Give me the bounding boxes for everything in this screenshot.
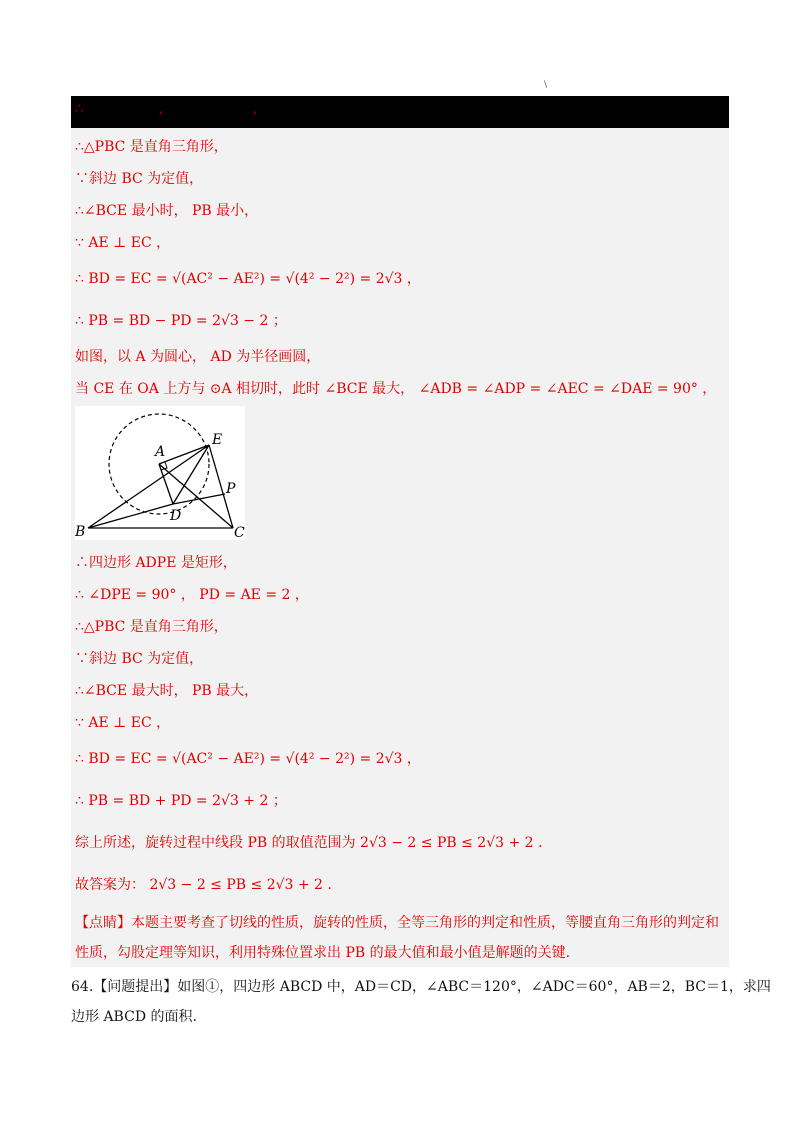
solution-line: 当 CE 在 OA 上方与 ⊙A 相切时，此时 ∠BCE 最大， ∠ADB = ∠ADP = ∠AEC = ∠DAE = 90° ， [75, 381, 717, 397]
label-b: B [75, 524, 86, 540]
question-line: 64.【问题提出】如图①，四边形 ABCD 中，AD＝CD，∠ABC＝120°，∠ADC＝60°，AB＝2，BC＝1，求四 [71, 979, 771, 995]
solution-line: ∴ BD = EC = √(AC² − AE²) = √(4² − 2²) = 2√3 ， [75, 271, 421, 287]
comma-mark: , [159, 102, 164, 117]
solution-line: ∵ AE ⊥ EC ， [75, 715, 171, 731]
question-line: 边形 ABCD 的面积. [71, 1009, 197, 1025]
label-p: P [226, 481, 236, 497]
segment-ae [159, 445, 209, 464]
segment-dp [173, 494, 225, 504]
solution-line: ∴∠BCE 最小时， PB 最小， [75, 203, 259, 219]
solution-line: ∵斜边 BC 为定值， [75, 651, 204, 667]
segment-be [88, 445, 209, 528]
solution-line: ∵ AE ⊥ EC ， [75, 235, 171, 251]
solution-line: 如图，以 A 为圆心， AD 为半径画圆， [75, 349, 321, 365]
redacted-header-bar [71, 96, 729, 128]
label-e: E [212, 432, 223, 448]
solution-line: ∴△PBC 是直角三角形， [75, 139, 228, 155]
solution-panel [71, 96, 729, 967]
solution-line: ∴四边形 ADPE 是矩形， [75, 555, 237, 571]
solution-line: 故答案为： 2√3 − 2 ≤ PB ≤ 2√3 + 2 . [75, 877, 332, 893]
solution-line: 综上所述，旋转过程中线段 PB 的取值范围为 2√3 − 2 ≤ PB ≤ 2√3 + 2 . [75, 835, 543, 851]
solution-line: ∴ BD = EC = √(AC² − AE²) = √(4² − 2²) = 2√3 ， [75, 751, 421, 767]
label-d: D [170, 508, 182, 524]
therefore-mark: ∴ [75, 102, 84, 117]
solution-line: ∴∠BCE 最大时， PB 最大， [75, 683, 259, 699]
key-point-line: 【点睛】本题主要考查了切线的性质，旋转的性质，全等三角形的判定和性质，等腰直角三角形的判定和 [75, 915, 719, 931]
solution-line: ∴ ∠DPE = 90° ， PD = AE = 2 ， [75, 587, 309, 603]
key-point-line: 性质，勾股定理等知识，利用特殊位置求出 PB 的最大值和最小值是解题的关键. [75, 945, 571, 961]
segment-bd [88, 504, 173, 528]
geometry-figure [75, 406, 245, 540]
solution-line: ∵斜边 BC 为定值， [75, 171, 204, 187]
solution-line: ∴△PBC 是直角三角形， [75, 619, 228, 635]
circle-tangent-diagram [75, 406, 245, 540]
label-a: A [155, 444, 166, 460]
solution-line: ∴ PB = BD + PD = 2√3 + 2 ； [75, 793, 287, 809]
comma-mark: , [253, 102, 258, 117]
segment-de [173, 445, 209, 504]
solution-line: ∴ PB = BD − PD = 2√3 − 2 ； [75, 313, 287, 329]
label-c: C [234, 525, 245, 540]
stray-mark: \ [544, 80, 548, 90]
